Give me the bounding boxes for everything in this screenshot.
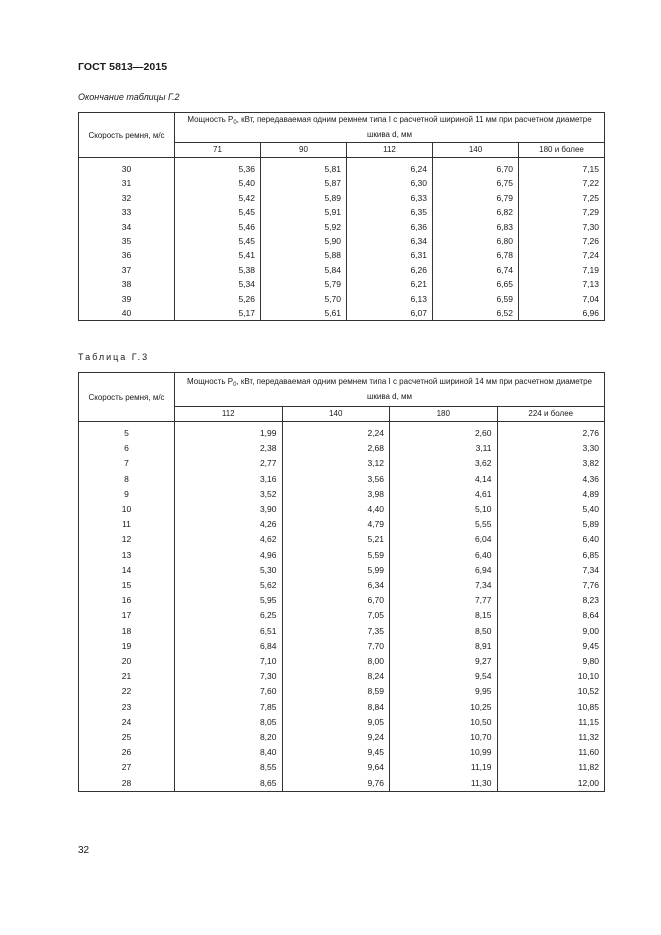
table-row (79, 502, 605, 517)
speed-cell: 16 (79, 593, 175, 608)
diameter-header: 71 (175, 142, 261, 157)
table-row (79, 730, 605, 745)
power-cell: 5,40 (497, 502, 605, 517)
table-row (79, 306, 605, 321)
power-cell: 2,68 (282, 441, 390, 456)
power-cell: 7,76 (497, 578, 605, 593)
table-g2-body (79, 158, 605, 321)
power-cell: 10,52 (497, 684, 605, 699)
power-cell: 7,10 (175, 654, 283, 669)
table-row (79, 176, 605, 190)
power-cell: 6,40 (390, 548, 498, 563)
speed-cell: 27 (79, 760, 175, 775)
power-cell: 7,34 (497, 563, 605, 578)
table-row (79, 292, 605, 306)
table-row (79, 669, 605, 684)
power-cell: 8,05 (175, 715, 283, 730)
power-cell: 9,05 (282, 715, 390, 730)
table-g3 (78, 372, 605, 792)
speed-cell: 18 (79, 624, 175, 639)
power-cell: 10,10 (497, 669, 605, 684)
power-cell: 6,79 (433, 191, 519, 205)
power-cell: 5,34 (175, 277, 261, 291)
power-cell: 2,38 (175, 441, 283, 456)
power-cell: 5,46 (175, 220, 261, 234)
table-row (79, 234, 605, 248)
speed-cell: 30 (79, 158, 175, 177)
power-cell: 9,76 (282, 776, 390, 792)
power-cell: 6,34 (347, 234, 433, 248)
table-row (79, 776, 605, 792)
power-cell: 9,64 (282, 760, 390, 775)
speed-cell: 24 (79, 715, 175, 730)
power-cell: 4,26 (175, 517, 283, 532)
power-cell: 6,07 (347, 306, 433, 321)
power-cell: 6,36 (347, 220, 433, 234)
power-cell: 7,13 (519, 277, 605, 291)
power-cell: 8,84 (282, 700, 390, 715)
speed-column-header: Скорость ремня, м/с (79, 113, 175, 158)
power-cell: 7,24 (519, 248, 605, 262)
table-row (79, 422, 605, 442)
power-cell: 9,95 (390, 684, 498, 699)
diameter-header: 180 (390, 406, 498, 421)
power-cell: 10,85 (497, 700, 605, 715)
speed-cell: 8 (79, 472, 175, 487)
power-cell: 5,59 (282, 548, 390, 563)
power-cell: 4,96 (175, 548, 283, 563)
power-cell: 11,30 (390, 776, 498, 792)
power-cell: 8,55 (175, 760, 283, 775)
power-cell: 3,62 (390, 456, 498, 471)
speed-cell: 33 (79, 205, 175, 219)
power-cell: 7,34 (390, 578, 498, 593)
power-cell: 7,30 (175, 669, 283, 684)
table-row (79, 191, 605, 205)
power-cell: 4,61 (390, 487, 498, 502)
power-cell: 11,19 (390, 760, 498, 775)
power-cell: 4,79 (282, 517, 390, 532)
diameter-header: 112 (175, 406, 283, 421)
power-cell: 7,15 (519, 158, 605, 177)
table-row (79, 205, 605, 219)
speed-cell: 12 (79, 532, 175, 547)
table-row (79, 639, 605, 654)
power-cell: 6,33 (347, 191, 433, 205)
power-cell: 9,00 (497, 624, 605, 639)
speed-cell: 20 (79, 654, 175, 669)
table-row (79, 487, 605, 502)
power-cell: 9,45 (497, 639, 605, 654)
power-cell: 7,30 (519, 220, 605, 234)
power-cell: 7,77 (390, 593, 498, 608)
power-cell: 5,45 (175, 205, 261, 219)
power-cell: 6,13 (347, 292, 433, 306)
speed-cell: 36 (79, 248, 175, 262)
power-cell: 9,24 (282, 730, 390, 745)
table-row (79, 624, 605, 639)
power-cell: 3,98 (282, 487, 390, 502)
power-cell: 5,41 (175, 248, 261, 262)
power-cell: 6,51 (175, 624, 283, 639)
power-cell: 3,30 (497, 441, 605, 456)
table-row (79, 760, 605, 775)
power-cell: 5,91 (261, 205, 347, 219)
power-cell: 9,27 (390, 654, 498, 669)
power-cell: 6,85 (497, 548, 605, 563)
power-cell: 8,50 (390, 624, 498, 639)
power-cell: 7,26 (519, 234, 605, 248)
power-cell: 3,11 (390, 441, 498, 456)
power-cell: 5,55 (390, 517, 498, 532)
power-cell: 6,25 (175, 608, 283, 623)
power-cell: 6,74 (433, 263, 519, 277)
speed-cell: 25 (79, 730, 175, 745)
speed-cell: 10 (79, 502, 175, 517)
power-cell: 8,24 (282, 669, 390, 684)
speed-cell: 9 (79, 487, 175, 502)
power-cell: 5,36 (175, 158, 261, 177)
power-cell: 1,99 (175, 422, 283, 442)
speed-cell: 5 (79, 422, 175, 442)
power-cell: 6,80 (433, 234, 519, 248)
speed-cell: 7 (79, 456, 175, 471)
power-cell: 6,31 (347, 248, 433, 262)
speed-cell: 13 (79, 548, 175, 563)
power-cell: 6,35 (347, 205, 433, 219)
table-row (79, 277, 605, 291)
diameter-header: 224 и более (497, 406, 605, 421)
power-cell: 6,21 (347, 277, 433, 291)
power-cell: 9,45 (282, 745, 390, 760)
table-row (79, 715, 605, 730)
power-cell: 6,83 (433, 220, 519, 234)
power-cell: 6,59 (433, 292, 519, 306)
power-cell: 6,70 (282, 593, 390, 608)
speed-cell: 19 (79, 639, 175, 654)
table-row (79, 654, 605, 669)
table-row (79, 745, 605, 760)
power-cell: 8,15 (390, 608, 498, 623)
power-cell: 8,00 (282, 654, 390, 669)
power-cell: 5,70 (261, 292, 347, 306)
table-row (79, 608, 605, 623)
power-cell: 5,21 (282, 532, 390, 547)
power-cell: 3,12 (282, 456, 390, 471)
power-cell: 6,04 (390, 532, 498, 547)
table-g3-caption: Таблица Г.3 (78, 352, 150, 362)
power-cell: 4,89 (497, 487, 605, 502)
table-row (79, 456, 605, 471)
power-cell: 11,15 (497, 715, 605, 730)
speed-cell: 39 (79, 292, 175, 306)
table-row (79, 248, 605, 262)
power-cell: 5,87 (261, 176, 347, 190)
power-cell: 3,56 (282, 472, 390, 487)
power-cell: 5,84 (261, 263, 347, 277)
speed-cell: 14 (79, 563, 175, 578)
power-cell: 5,89 (261, 191, 347, 205)
power-cell: 2,60 (390, 422, 498, 442)
power-cell: 6,26 (347, 263, 433, 277)
speed-cell: 32 (79, 191, 175, 205)
power-cell: 6,40 (497, 532, 605, 547)
power-cell: 6,84 (175, 639, 283, 654)
power-cell: 8,20 (175, 730, 283, 745)
power-cell: 10,25 (390, 700, 498, 715)
power-cell: 12,00 (497, 776, 605, 792)
table-row (79, 220, 605, 234)
table-g3-body (79, 422, 605, 792)
power-cell: 8,64 (497, 608, 605, 623)
speed-cell: 17 (79, 608, 175, 623)
power-cell: 5,45 (175, 234, 261, 248)
power-cell: 5,92 (261, 220, 347, 234)
power-cell: 7,35 (282, 624, 390, 639)
power-cell: 8,91 (390, 639, 498, 654)
power-cell: 9,80 (497, 654, 605, 669)
power-cell: 6,52 (433, 306, 519, 321)
speed-cell: 40 (79, 306, 175, 321)
power-cell: 7,25 (519, 191, 605, 205)
power-cell: 3,52 (175, 487, 283, 502)
power-cell: 6,78 (433, 248, 519, 262)
power-cell: 7,70 (282, 639, 390, 654)
power-cell: 10,70 (390, 730, 498, 745)
speed-cell: 34 (79, 220, 175, 234)
table-row (79, 532, 605, 547)
power-cell: 3,82 (497, 456, 605, 471)
power-cell: 7,22 (519, 176, 605, 190)
power-cell: 5,62 (175, 578, 283, 593)
power-cell: 7,05 (282, 608, 390, 623)
power-cell: 10,50 (390, 715, 498, 730)
power-cell: 5,89 (497, 517, 605, 532)
power-cell: 2,77 (175, 456, 283, 471)
power-cell: 5,88 (261, 248, 347, 262)
power-cell: 6,94 (390, 563, 498, 578)
power-cell: 5,26 (175, 292, 261, 306)
table-g2-end (78, 112, 605, 321)
power-cell: 6,34 (282, 578, 390, 593)
speed-cell: 35 (79, 234, 175, 248)
power-cell: 7,04 (519, 292, 605, 306)
power-cell: 8,65 (175, 776, 283, 792)
power-cell: 5,17 (175, 306, 261, 321)
table-row (79, 472, 605, 487)
table-g2-caption: Окончание таблицы Г.2 (78, 92, 180, 102)
speed-cell: 22 (79, 684, 175, 699)
power-cell: 4,62 (175, 532, 283, 547)
speed-cell: 37 (79, 263, 175, 277)
speed-cell: 21 (79, 669, 175, 684)
speed-cell: 38 (79, 277, 175, 291)
diameter-header: 180 и более (519, 142, 605, 157)
power-cell: 5,79 (261, 277, 347, 291)
page-number: 32 (78, 845, 90, 856)
table-row (79, 158, 605, 177)
power-cell: 6,82 (433, 205, 519, 219)
power-cell: 5,95 (175, 593, 283, 608)
power-cell: 5,40 (175, 176, 261, 190)
table-row (79, 441, 605, 456)
power-cell: 5,99 (282, 563, 390, 578)
power-cell: 3,90 (175, 502, 283, 517)
table-row (79, 517, 605, 532)
table-row (79, 593, 605, 608)
diameter-header: 90 (261, 142, 347, 157)
power-cell: 4,14 (390, 472, 498, 487)
speed-cell: 31 (79, 176, 175, 190)
power-cell: 7,85 (175, 700, 283, 715)
power-cell: 5,42 (175, 191, 261, 205)
power-cell: 7,29 (519, 205, 605, 219)
power-cell: 6,24 (347, 158, 433, 177)
power-cell: 11,82 (497, 760, 605, 775)
power-cell: 6,96 (519, 306, 605, 321)
power-cell: 5,90 (261, 234, 347, 248)
table-row (79, 548, 605, 563)
power-cell: 11,60 (497, 745, 605, 760)
power-cell: 4,36 (497, 472, 605, 487)
power-cell: 2,24 (282, 422, 390, 442)
power-column-header: Мощность $P_0$, кВт, передаваемая одним ремнем типа I с расчетной шириной 11 мм при расчетном диаметре шкива d, мм (175, 113, 605, 143)
speed-column-header: Скорость ремня, м/с (79, 373, 175, 422)
power-cell: 9,54 (390, 669, 498, 684)
document-header: ГОСТ 5813—2015 (78, 61, 168, 73)
table-row (79, 700, 605, 715)
speed-cell: 23 (79, 700, 175, 715)
speed-cell: 15 (79, 578, 175, 593)
diameter-header: 112 (347, 142, 433, 157)
power-cell: 5,38 (175, 263, 261, 277)
power-cell: 5,10 (390, 502, 498, 517)
power-cell: 10,99 (390, 745, 498, 760)
power-cell: 5,30 (175, 563, 283, 578)
power-cell: 6,75 (433, 176, 519, 190)
power-cell: 8,40 (175, 745, 283, 760)
speed-cell: 28 (79, 776, 175, 792)
power-cell: 6,65 (433, 277, 519, 291)
power-cell: 2,76 (497, 422, 605, 442)
power-cell: 3,16 (175, 472, 283, 487)
power-column-header: Мощность $P_0$, кВт, передаваемая одним ремнем типа I с расчетной шириной 14 мм при расчетном диаметре шкива d, мм (175, 373, 605, 407)
diameter-header: 140 (282, 406, 390, 421)
power-cell: 5,61 (261, 306, 347, 321)
speed-cell: 11 (79, 517, 175, 532)
power-cell: 5,81 (261, 158, 347, 177)
power-cell: 7,60 (175, 684, 283, 699)
table-row (79, 578, 605, 593)
power-cell: 11,32 (497, 730, 605, 745)
table-row (79, 263, 605, 277)
power-cell: 6,30 (347, 176, 433, 190)
diameter-header: 140 (433, 142, 519, 157)
power-cell: 7,19 (519, 263, 605, 277)
table-row (79, 684, 605, 699)
table-row (79, 563, 605, 578)
power-cell: 8,59 (282, 684, 390, 699)
power-cell: 6,70 (433, 158, 519, 177)
speed-cell: 26 (79, 745, 175, 760)
power-cell: 4,40 (282, 502, 390, 517)
speed-cell: 6 (79, 441, 175, 456)
power-cell: 8,23 (497, 593, 605, 608)
